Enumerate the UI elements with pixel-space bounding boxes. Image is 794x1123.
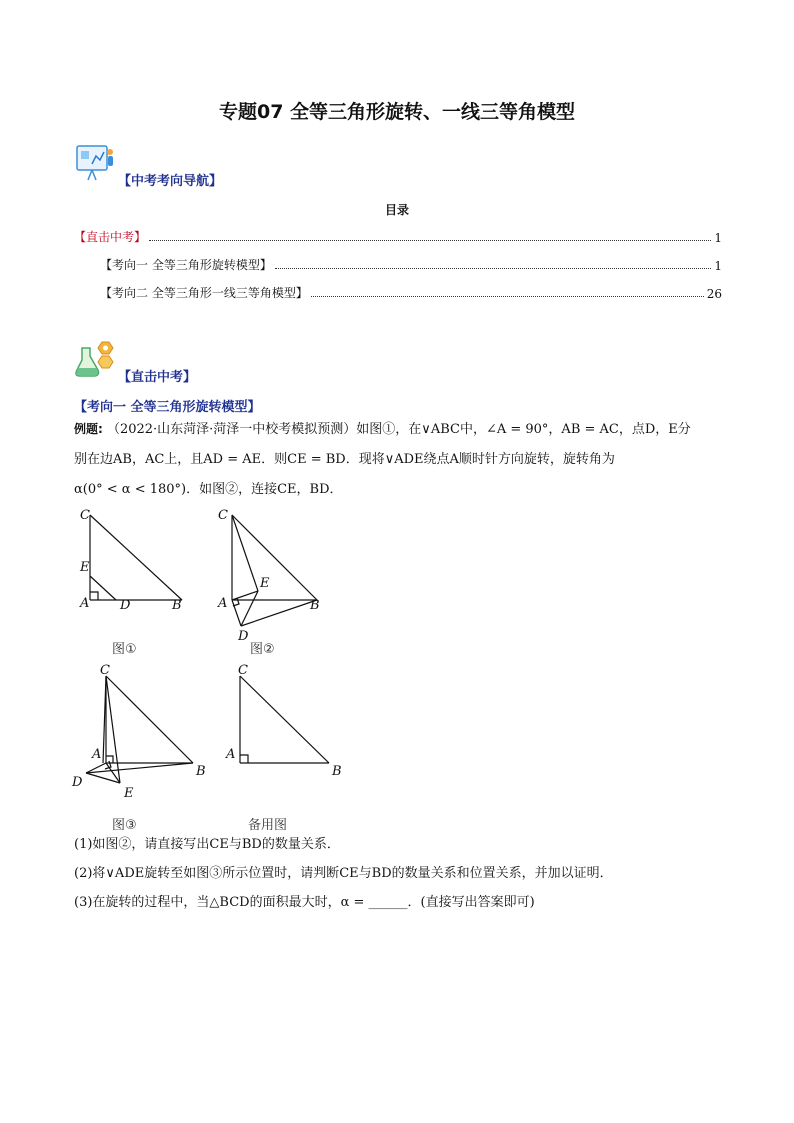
figure-caption: 备用图 bbox=[248, 818, 288, 833]
toc-page-number: 1 bbox=[714, 259, 722, 273]
vertex-label: C bbox=[238, 663, 248, 678]
figure-caption: 图② bbox=[250, 642, 275, 657]
example-line: （2022·山东菏泽·菏泽一中校考模拟预测）如图①，在∨ABC中，∠A = 90°，AB = AC，点D，E分 bbox=[106, 422, 691, 437]
toc-row[interactable] bbox=[74, 227, 722, 245]
nav-heading: 【中考考向导航】 bbox=[118, 174, 223, 189]
toc-row[interactable] bbox=[100, 255, 722, 273]
page-title: 专题07 全等三角形旋转、一线三等角模型 bbox=[218, 101, 576, 123]
vertex-label: E bbox=[124, 786, 134, 801]
vertex-label: D bbox=[72, 775, 83, 790]
figure-3-diagram bbox=[70, 660, 210, 805]
vertex-label: D bbox=[238, 629, 249, 644]
vertex-label: B bbox=[196, 764, 206, 779]
vertex-label: A bbox=[218, 596, 228, 611]
figure-caption: 图① bbox=[112, 642, 137, 657]
question-item: (3)在旋转的过程中，当△BCD的面积最大时，α = ______．(直接写出答案即可) bbox=[74, 895, 535, 910]
toc-row[interactable] bbox=[100, 283, 722, 301]
vertex-label: C bbox=[218, 508, 228, 523]
vertex-label: C bbox=[100, 663, 110, 678]
figure-2-diagram bbox=[212, 505, 332, 645]
vertex-label: C bbox=[80, 508, 90, 523]
vertex-label: B bbox=[310, 598, 320, 613]
question-item: (1)如图②，请直接写出CE与BD的数量关系． bbox=[74, 837, 340, 852]
toc-label: 【考向二 全等三角形一线三等角模型】 bbox=[100, 286, 308, 300]
toc-page-number: 1 bbox=[714, 231, 722, 245]
section-heading: 【直击中考】 bbox=[118, 370, 197, 385]
vertex-label: E bbox=[80, 560, 90, 575]
example-line: 别在边AB，AC上，且AD = AE．则CE = BD．现将∨ADE绕点A顺时针方向旋转，旋转角为 bbox=[74, 452, 615, 467]
example-line: α(0° < α < 180°)．如图②，连接CE，BD． bbox=[74, 482, 343, 497]
figure-caption: 图③ bbox=[112, 818, 137, 833]
flask-gear-icon bbox=[74, 338, 116, 380]
vertex-label: E bbox=[260, 576, 270, 591]
vertex-label: A bbox=[226, 747, 236, 762]
toc-dot-leader bbox=[311, 296, 704, 297]
subsection-heading: 【考向一 全等三角形旋转模型】 bbox=[74, 400, 261, 415]
vertex-label: B bbox=[172, 598, 182, 613]
nav-board-icon bbox=[74, 140, 116, 182]
vertex-label: D bbox=[120, 598, 131, 613]
figure-spare-diagram bbox=[222, 660, 352, 785]
vertex-label: A bbox=[80, 596, 90, 611]
figure-1-diagram bbox=[74, 505, 194, 615]
toc-dot-leader bbox=[275, 268, 712, 269]
example-paragraph bbox=[74, 414, 734, 505]
example-label: 例题: bbox=[74, 422, 103, 436]
vertex-label: A bbox=[92, 747, 102, 762]
question-item: (2)将∨ADE旋转至如图③所示位置时，请判断CE与BD的数量关系和位置关系，并加以证明． bbox=[74, 866, 613, 881]
vertex-label: B bbox=[332, 764, 342, 779]
toc-page-number: 26 bbox=[706, 287, 722, 301]
question-list bbox=[74, 830, 734, 917]
toc-dot-leader bbox=[149, 240, 711, 241]
toc-label: 【直击中考】 bbox=[74, 230, 147, 244]
toc-label: 【考向一 全等三角形旋转模型】 bbox=[100, 258, 272, 272]
toc-title: 目录 bbox=[384, 203, 409, 217]
